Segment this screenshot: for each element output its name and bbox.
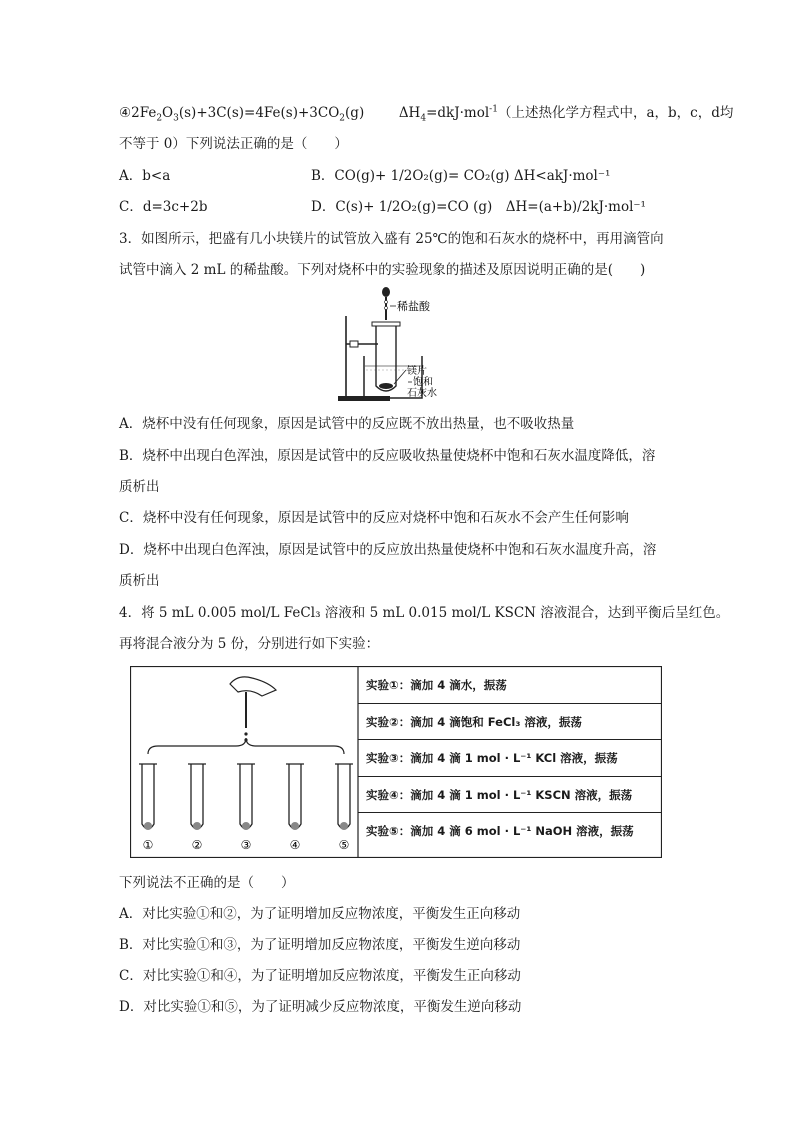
test-tube-liquid-2: [193, 822, 201, 830]
test-tube-3: [240, 764, 252, 829]
tube-label-3: ③: [240, 838, 252, 852]
tube-label-1: ①: [142, 838, 154, 852]
hand-icon: [230, 677, 276, 696]
q3-option-b-line1: B．烧杯中出现白色浑浊，原因是试管中的反应吸收热量使烧杯中饱和石灰水温度降低，溶: [119, 448, 656, 464]
q2-equation-4: $④2Fe_2O_3(s)+3C(s)=4Fe(s)+3CO_2(g)$ $\Delta H_4=dkJ\cdot mol^{-1}$（上述热化学方程式中，a，b，c，d均: [119, 104, 734, 124]
test-tube-liquid-3: [242, 822, 250, 830]
q3-option-a: A．烧杯中没有任何现象，原因是试管中的反应既不放出热量，也不吸收热量: [119, 416, 575, 432]
test-tube-liquid-4: [291, 822, 299, 830]
q2-stem: 不等于 0）下列说法正确的是（ ）: [119, 136, 348, 152]
q3-option-b-line2: 质析出: [119, 479, 160, 495]
experiment-row-3: 实验③：滴加 4 滴 1 mol · L⁻¹ KCl 溶液，振荡: [358, 740, 662, 777]
test-tube-2: [191, 764, 203, 829]
experiment-row-4: 实验④：滴加 4 滴 1 mol · L⁻¹ KSCN 溶液，振荡: [358, 777, 662, 814]
q3-option-c: C．烧杯中没有任何现象，原因是试管中的反应对烧杯中饱和石灰水不会产生任何影响: [119, 510, 629, 526]
q2-option-c: C．d=3c+2b: [119, 199, 208, 215]
q2-option-a: A．b<a: [119, 168, 171, 184]
experiment-row-2: 实验②：滴加 4 滴饱和 FeCl₃ 溶液，振荡: [358, 704, 662, 741]
label-magnesium: 镁片: [407, 366, 427, 377]
q3-stem-line1: 3．如图所示，把盛有几小块镁片的试管放入盛有 25℃的饱和石灰水的烧杯中，再用滴管向: [119, 231, 664, 247]
q4-stem-line2: 再将混合液分为 5 份，分别进行如下实验：: [119, 636, 380, 652]
q4-stem-line1: 4．将 5 mL 0.005 mol/L FeCl₃ 溶液和 5 mL 0.015 mol/L KSCN 溶液混合，达到平衡后呈红色。: [119, 605, 730, 621]
test-tube-4: [289, 764, 301, 829]
experiment-row-5: 实验⑤：滴加 4 滴 6 mol · L⁻¹ NaOH 溶液，振荡: [366, 824, 634, 839]
q4-option-b: B．对比实验①和③，为了证明增加反应物浓度，平衡发生逆向移动: [119, 937, 521, 953]
q4-option-d: D．对比实验①和⑤，为了证明减少反应物浓度，平衡发生逆向移动: [119, 999, 522, 1015]
q3-option-d-line1: D．烧杯中出现白色浑浊，原因是试管中的反应放出热量使烧杯中饱和石灰水温度升高，溶: [119, 542, 657, 558]
q4-option-a: A．对比实验①和②，为了证明增加反应物浓度，平衡发生正向移动: [119, 906, 521, 922]
tube-label-5: ⑤: [338, 838, 350, 852]
experiment-table: [358, 667, 662, 850]
q3-stem-line2: 试管中滴入 2 mL 的稀盐酸。下列对烧杯中的实验现象的描述及原因说明正确的是( ): [119, 262, 646, 278]
test-tube-liquid-1: [144, 822, 152, 830]
q4-question: 下列说法不正确的是（ ）: [119, 875, 295, 891]
tube-label-2: ②: [191, 838, 203, 852]
label-limewater: 石灰水: [407, 388, 437, 399]
experiment-row-1: 实验①：滴加 4 滴水，振荡: [358, 667, 662, 704]
tube-label-4: ④: [289, 838, 301, 852]
q2-option-b: B．CO(g)+ 1/2O₂(g)= CO₂(g) ΔH<akJ·mol⁻¹: [311, 168, 611, 184]
q4-option-c: C．对比实验①和④，为了证明增加反应物浓度，平衡发生正向移动: [119, 968, 521, 984]
label-dilute-hcl: 稀盐酸: [397, 300, 430, 313]
q3-option-d-line2: 质析出: [119, 573, 160, 589]
label-saturated: 饱和: [413, 377, 433, 388]
beaker-apparatus-figure: [338, 286, 458, 406]
test-tube-liquid-5: [340, 822, 348, 830]
test-tube-1: [142, 764, 154, 829]
test-tube-5: [338, 764, 350, 829]
q2-option-d: D．C(s)+ 1/2O₂(g)=CO (g) ΔH=(a+b)/2kJ·mol⁻¹: [311, 199, 646, 215]
